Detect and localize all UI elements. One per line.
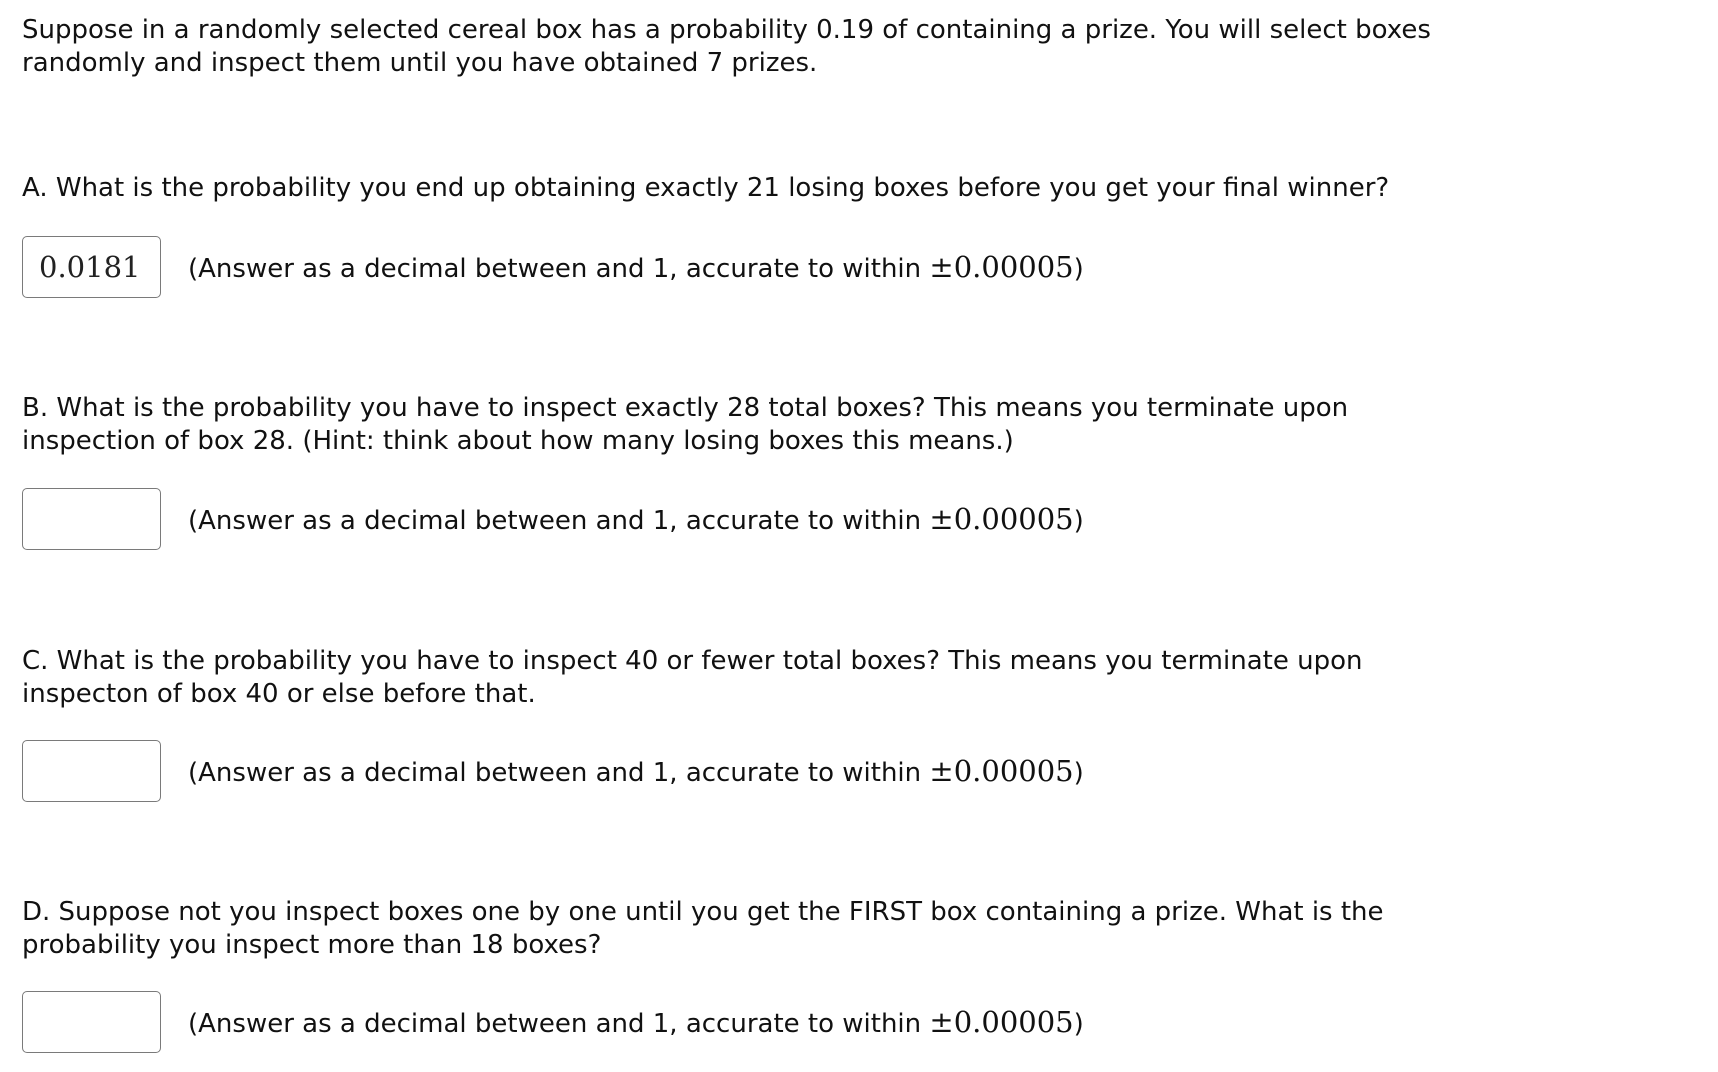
question-b-answer-row xyxy=(22,488,1084,550)
question-b-line-2: inspection of box 28. (Hint: think about how many losing boxes this means.) xyxy=(22,426,1014,456)
question-c-hint xyxy=(188,754,1084,788)
question-a-tolerance: ±0.00005 xyxy=(929,250,1074,284)
question-c-line-2: inspecton of box 40 or else before that. xyxy=(22,679,536,709)
question-d-text xyxy=(22,896,1384,962)
question-a-hint-prefix: (Answer as a decimal between and 1, accurate to within xyxy=(188,254,930,284)
question-a-answer-row xyxy=(22,236,1084,298)
question-a-line-1: A. What is the probability you end up obtaining exactly 21 losing boxes before you get your final winner? xyxy=(22,173,1390,203)
question-b-answer-input[interactable] xyxy=(22,488,161,550)
question-a-answer-input[interactable] xyxy=(22,236,161,298)
question-d-hint-prefix: (Answer as a decimal between and 1, accurate to within xyxy=(188,1009,930,1039)
question-c-text xyxy=(22,645,1362,711)
question-d-hint xyxy=(188,1005,1084,1039)
question-c-hint-suffix: ) xyxy=(1073,758,1084,788)
question-a-hint xyxy=(188,250,1084,284)
question-b-hint-suffix: ) xyxy=(1073,506,1084,536)
question-d-tolerance: ±0.00005 xyxy=(929,1005,1074,1039)
question-b-hint xyxy=(188,502,1084,536)
question-b-hint-prefix: (Answer as a decimal between and 1, accurate to within xyxy=(188,506,930,536)
question-b-line-1: B. What is the probability you have to inspect exactly 28 total boxes? This means you terminate upon xyxy=(22,393,1349,423)
question-c-answer-row xyxy=(22,740,1084,802)
question-c-hint-prefix: (Answer as a decimal between and 1, accurate to within xyxy=(188,758,930,788)
question-c-answer-input[interactable] xyxy=(22,740,161,802)
question-d-answer-input[interactable] xyxy=(22,991,161,1053)
question-c-line-1: C. What is the probability you have to inspect 40 or fewer total boxes? This means you terminate upon xyxy=(22,646,1363,676)
question-d-line-2: probability you inspect more than 18 boxes? xyxy=(22,930,602,960)
question-d-hint-suffix: ) xyxy=(1073,1009,1084,1039)
question-c-tolerance: ±0.00005 xyxy=(929,754,1074,788)
intro-line-2: randomly and inspect them until you have obtained 7 prizes. xyxy=(22,48,818,78)
question-a-text xyxy=(22,172,1389,205)
question-b-text xyxy=(22,392,1348,458)
question-d-line-1: D. Suppose not you inspect boxes one by one until you get the FIRST box containing a prize. What is the xyxy=(22,897,1384,927)
intro-text xyxy=(22,14,1431,80)
question-b-tolerance: ±0.00005 xyxy=(929,502,1074,536)
question-a-hint-suffix: ) xyxy=(1073,254,1084,284)
intro-line-1: Suppose in a randomly selected cereal box has a probability 0.19 of containing a prize. You will select boxes xyxy=(22,15,1431,45)
question-d-answer-row xyxy=(22,991,1084,1053)
